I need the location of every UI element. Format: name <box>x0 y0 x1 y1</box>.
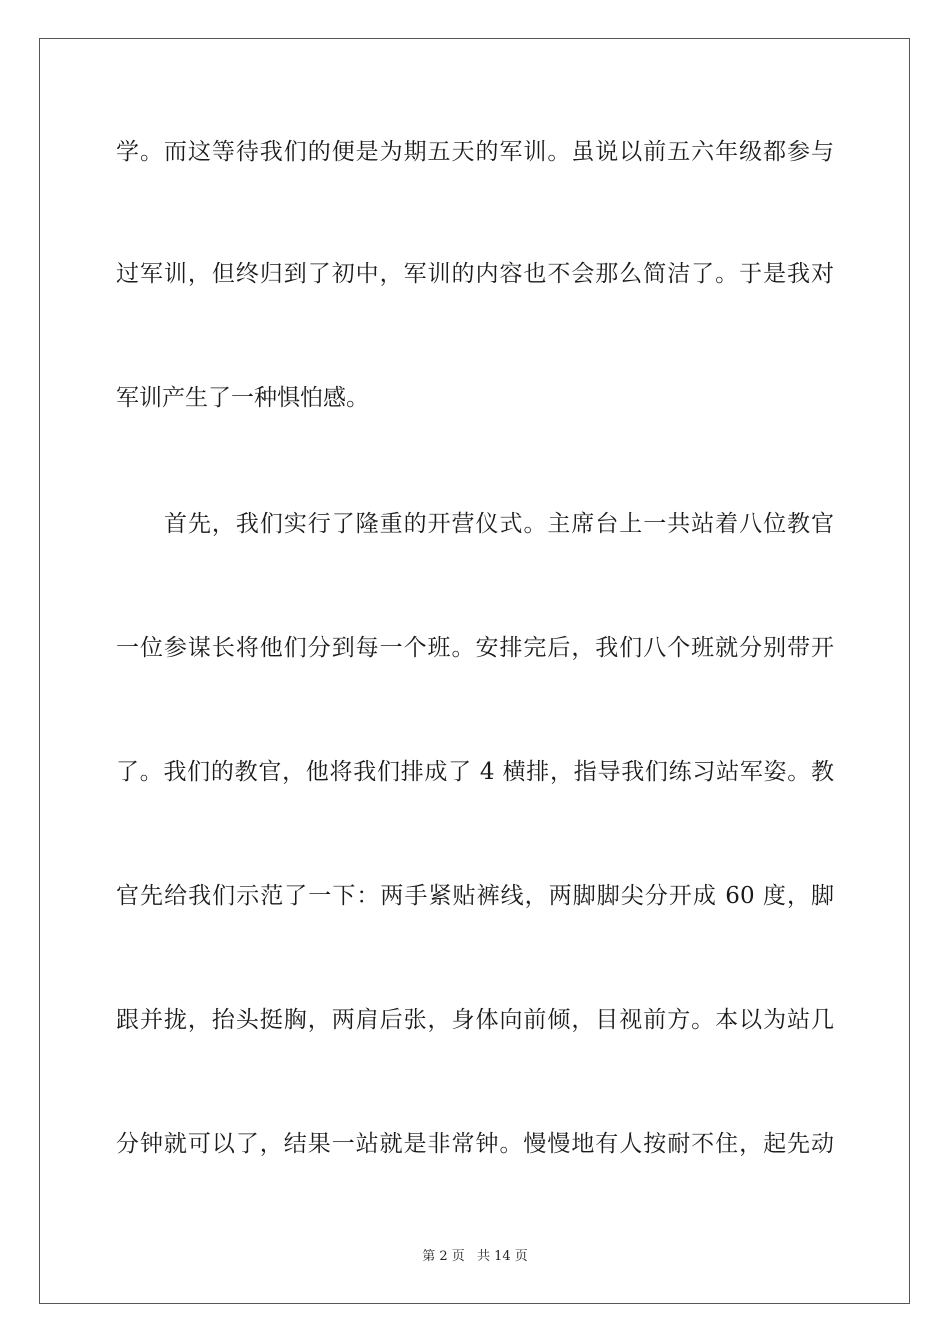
text-line-6: 了。我们的教官，他将我们排成了 4 横排，指导我们练习站军姿。教 <box>116 759 834 785</box>
page-footer <box>0 1248 950 1266</box>
text-line-1: 学。而这等待我们的便是为期五天的军训。虽说以前五六年级都参与 <box>116 139 834 165</box>
text-line-7: 官先给我们示范了一下：两手紧贴裤线，两脚脚尖分开成 60 度，脚 <box>116 883 834 909</box>
text-line-5: 一位参谋长将他们分到每一个班。安排完后，我们八个班就分别带开 <box>116 635 834 661</box>
page-total: 共 14 页 <box>476 1249 528 1264</box>
page-number: 第 2 页 <box>422 1249 465 1264</box>
text-line-4: 首先，我们实行了隆重的开营仪式。主席台上一共站着八位教官 <box>164 511 834 537</box>
text-line-8: 跟并拢，抬头挺胸，两肩后张，身体向前倾，目视前方。本以为站几 <box>116 1007 834 1033</box>
text-line-3: 军训产生了一种惧怕感。 <box>116 385 369 411</box>
text-line-2: 过军训，但终归到了初中，军训的内容也不会那么简洁了。于是我对 <box>116 261 834 287</box>
page-border <box>39 38 910 1304</box>
text-line-9: 分钟就可以了，结果一站就是非常钟。慢慢地有人按耐不住，起先动 <box>116 1131 834 1157</box>
